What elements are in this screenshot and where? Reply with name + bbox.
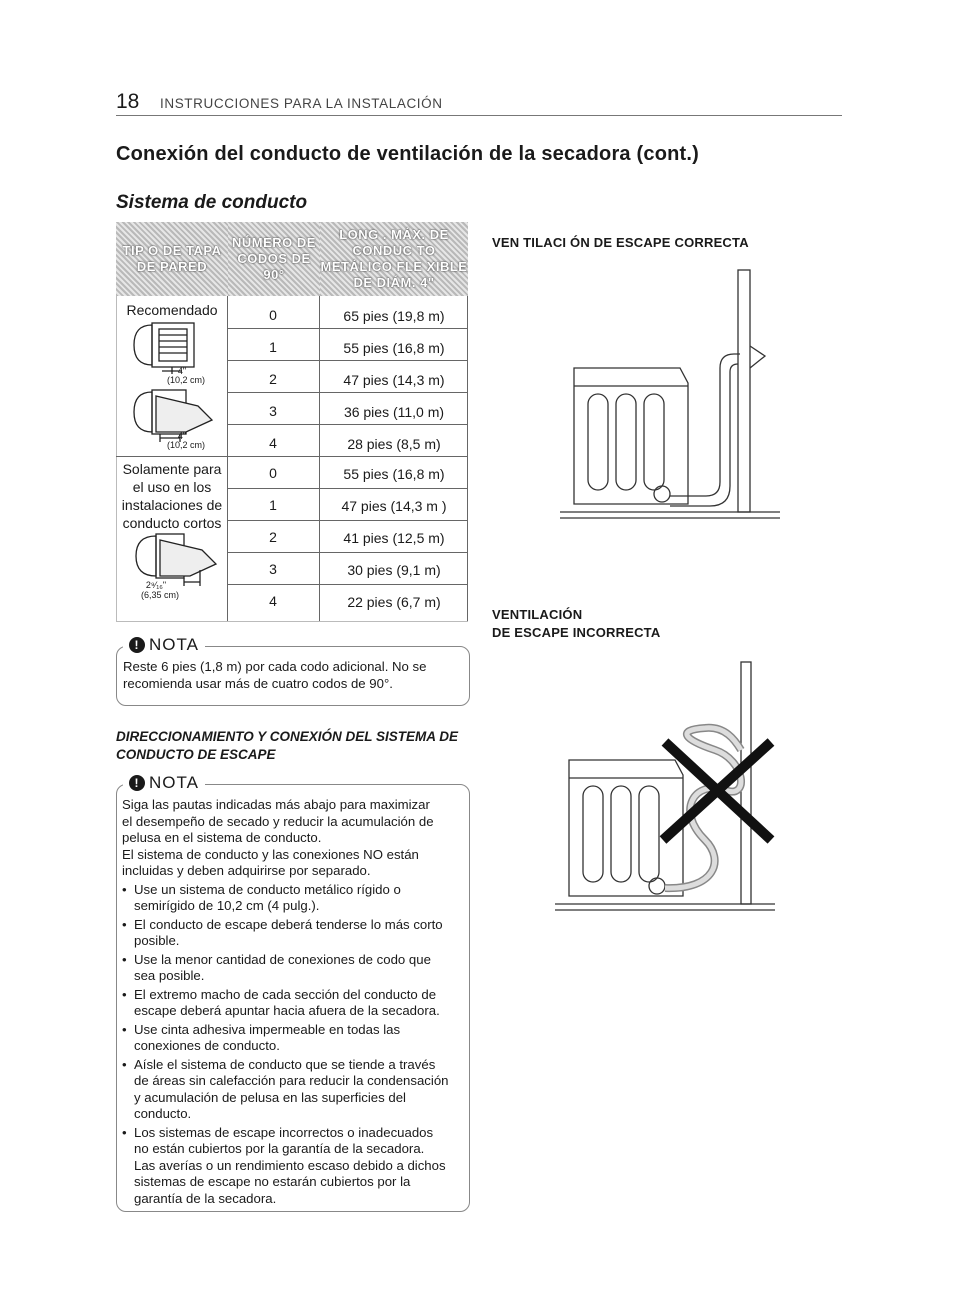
exclamation-icon: ! xyxy=(129,637,145,653)
elbow-count: 3 xyxy=(269,403,277,419)
incorrect-venting-label: VENTILACIÓN DE ESCAPE INCORRECTA xyxy=(492,607,661,640)
correct-venting-label: VEN TILACI ÓN DE ESCAPE CORRECTA xyxy=(492,235,749,250)
x-mark-icon xyxy=(663,742,771,840)
elbow-count: 0 xyxy=(269,307,277,323)
table-header-max-length: LONG . MÁX. DE CONDUC TO METÁLICO FLE XIBLE DE DIÁM. 4" xyxy=(320,222,468,296)
elbow-count: 0 xyxy=(269,465,277,481)
nota-heading: ! NOTA xyxy=(123,635,205,655)
elbow-count: 4 xyxy=(269,435,277,451)
nota-guidelines-text: Siga las pautas indicadas más abajo para maximizar el desempeño de secado y reducir la acumulación de pelusa en el sistema de conducto. El sistema de conducto y las conexiones NO están incluidas y deben adquirirse por separado. • Use un sistema de conducto metálico rígido o semirígido de 10,2 cm (4 pulg.). • El conducto de escape deberá tenderse lo más corto posible. • Use la menor cantidad de conexiones de codo que sea posible. • El extremo macho de cada sección del conducto de escape deberá apuntar hacia afuera de la secadora. • Use cinta adhesiva impermeable en todas las conexiones de conducto. • Aísle el sistema de conducto que se tiende a través de áreas sin calefacción para reducir la condensación y acumulación de pelusa en las superficies del conducto. • Los sistemas de escape incorrectos o inadecuados no están cubiertos por la garantía de la secadora. Las averías o un rendimiento escaso debido a dichos sistemas de escape no estarán cubiertos por la garantía de la secadora. xyxy=(122,797,464,1207)
header-rule xyxy=(116,115,842,116)
max-length: 55 pies (16,8 m) xyxy=(343,340,445,356)
max-length: 47 pies (14,3 m) xyxy=(343,372,445,388)
elbow-count: 1 xyxy=(269,497,277,513)
dim-label: 4" xyxy=(177,431,187,441)
nota-box-elbows xyxy=(116,635,470,706)
nota-text: Reste 6 pies (1,8 m) por cada codo adicional. No se recomienda usar más de cuatro codos de 90°. xyxy=(123,659,427,691)
max-length: 30 pies (9,1 m) xyxy=(347,562,441,578)
list-item: • Use un sistema de conducto metálico rígido o semirígido de 10,2 cm (4 pulg.). xyxy=(122,882,464,915)
elbow-count: 4 xyxy=(269,593,277,609)
page-number: 18 xyxy=(116,90,140,113)
list-item: • Use la menor cantidad de conexiones de codo que sea posible. xyxy=(122,952,464,985)
short-duct-label: Solamente para el uso en los instalaciones de conducto cortos xyxy=(121,461,223,531)
max-length: 55 pies (16,8 m) xyxy=(343,466,445,482)
max-length: 36 pies (11,0 m) xyxy=(343,404,445,420)
nota-box-guidelines xyxy=(116,773,470,1212)
exclamation-icon: ! xyxy=(129,775,145,791)
subsection-title: Sistema de conducto xyxy=(116,192,308,213)
correct-venting-diagram xyxy=(560,268,780,523)
elbow-count: 3 xyxy=(269,561,277,577)
elbow-count: 1 xyxy=(269,339,277,355)
incorrect-venting-diagram xyxy=(555,660,775,915)
list-item: • Aísle el sistema de conducto que se tiende a través de áreas sin calefacción para reducir la condensación y acumulación de pelusa en las superficies del conducto. xyxy=(122,1057,464,1123)
dim-label-cm: (6,35 cm) xyxy=(140,590,179,600)
dim-label-cm: (10,2 cm) xyxy=(166,440,205,450)
routing-section-title: DIRECCIONAMIENTO Y CONEXIÓN DEL SISTEMA DE CONDUCTO DE ESCAPE xyxy=(116,729,459,762)
dim-label: 4" xyxy=(177,366,187,376)
max-length: 41 pies (12,5 m) xyxy=(343,530,445,546)
dim-label: 2⁹⁄₁₆" xyxy=(145,580,167,590)
guideline-list xyxy=(122,882,464,1208)
duct-length-table xyxy=(116,222,468,622)
table-header-cap-type: TIP O DE TAPA DE PARED xyxy=(116,222,228,296)
recommended-label: Recomendado xyxy=(126,302,218,318)
max-length: 28 pies (8,5 m) xyxy=(347,436,441,452)
list-item: • El conducto de escape deberá tenderse lo más corto posible. xyxy=(122,917,464,950)
max-length: 22 pies (6,7 m) xyxy=(347,594,441,610)
section-title: Conexión del conducto de ventilación de la secadora (cont.) xyxy=(116,143,700,165)
elbow-count: 2 xyxy=(269,371,277,387)
elbow-count: 2 xyxy=(269,529,277,545)
dim-label-cm: (10,2 cm) xyxy=(166,375,205,385)
max-length: 47 pies (14,3 m ) xyxy=(341,498,447,514)
list-item: • Use cinta adhesiva impermeable en todas las conexiones de conducto. xyxy=(122,1022,464,1055)
running-header: INSTRUCCIONES PARA LA INSTALACIÓN xyxy=(160,96,443,111)
list-item: • El extremo macho de cada sección del conducto de escape deberá apuntar hacia afuera de la secadora. xyxy=(122,987,464,1020)
nota-heading: ! NOTA xyxy=(123,773,205,793)
list-item: • Los sistemas de escape incorrectos o inadecuados no están cubiertos por la garantía de la secadora. Las averías o un rendimiento escaso debido a dichos sistemas de escape no estarán cubiertos por la garantía de la secadora. xyxy=(122,1125,464,1208)
max-length: 65 pies (19,8 m) xyxy=(343,308,445,324)
table-header-elbows: NÚMERO DE CODOS DE 90° xyxy=(228,222,320,296)
